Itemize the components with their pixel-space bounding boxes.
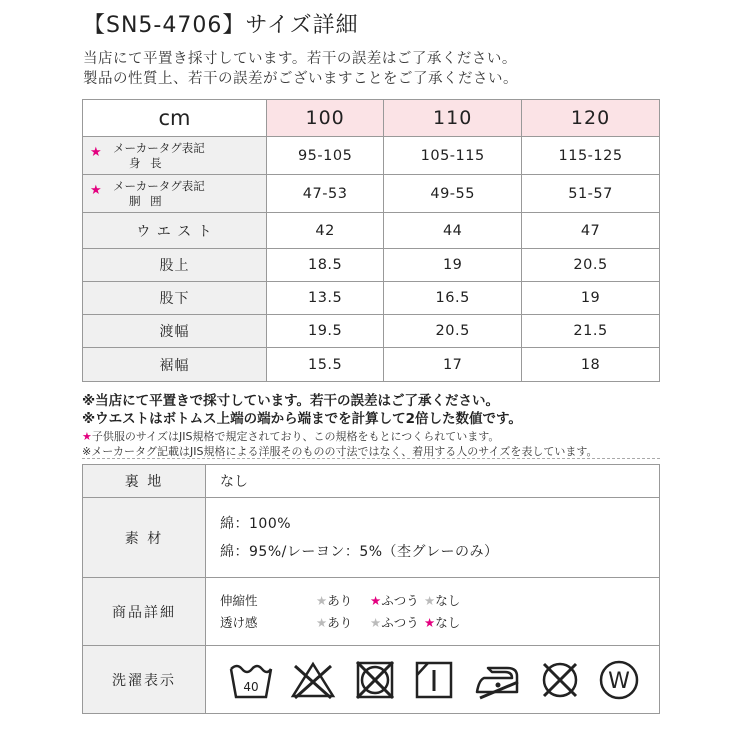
table-cell: 19.5 <box>267 315 384 348</box>
note-variance: 製品の性質上、若干の誤差がございますことをご了承ください。 <box>83 71 518 87</box>
table-cell: 21.5 <box>522 315 660 348</box>
note-measure: 当店にて平置き採寸しています。若干の誤差はご了承ください。 <box>83 51 517 67</box>
sheer-option-selected: ★なし <box>424 614 461 630</box>
unit-cell: cm <box>83 100 267 137</box>
material-row <box>83 498 660 578</box>
footnote-jis-text: 子供服のサイズはJIS規格で規定されており、この規格をもとにつくられています。 <box>91 430 500 443</box>
wet-clean-icon <box>597 658 641 702</box>
table-row <box>83 137 660 175</box>
footnote-waist: ※ウエストはボトムス上端の端から端までを計算して2倍した数値です。 <box>82 411 522 427</box>
table-cell: 115-125 <box>522 137 660 175</box>
star-icon: ★ <box>424 592 436 608</box>
stretch-option-selected: ★ふつう <box>370 592 419 608</box>
table-cell: 17 <box>384 348 522 382</box>
size-table <box>82 99 660 382</box>
material-line: 綿：95%/レーヨン：5%（杢グレーのみ） <box>220 543 499 560</box>
row-label-inseam: 股下 <box>83 282 267 315</box>
line-dry-icon <box>412 658 456 702</box>
star-icon: ★ <box>90 183 102 198</box>
table-cell: 15.5 <box>267 348 384 382</box>
material-line: 綿：100% <box>220 515 292 532</box>
star-icon: ★ <box>90 145 102 160</box>
info-table <box>82 464 660 714</box>
stretch-option: ★あり <box>316 592 353 608</box>
table-cell: 19 <box>522 282 660 315</box>
table-cell: 47 <box>522 213 660 249</box>
wet-clean-letter: W <box>608 668 631 694</box>
sheer-label: 透け感 <box>220 614 258 630</box>
table-row <box>83 315 660 348</box>
row-label-hem: 裾幅 <box>83 348 267 382</box>
row-label-waist-girth <box>83 175 267 213</box>
girth-sublabel: 胴 囲 <box>129 193 165 208</box>
stretch-row <box>220 590 659 612</box>
lining-row <box>83 465 660 498</box>
material-value <box>206 498 660 578</box>
divider <box>82 458 660 459</box>
no-dry-clean-icon <box>538 658 582 702</box>
maker-tag-label: メーカータグ表記 <box>113 178 205 193</box>
maker-tag-label: メーカータグ表記 <box>113 140 205 155</box>
size-header-row <box>83 100 660 137</box>
footnote-measure: ※当店にて平置きで採寸しています。若干の誤差はご了承ください。 <box>82 393 500 409</box>
height-sublabel: 身 長 <box>129 155 165 170</box>
lining-label: 裏 地 <box>83 465 206 498</box>
table-cell: 47-53 <box>267 175 384 213</box>
table-cell: 51-57 <box>522 175 660 213</box>
wash-temp: 40 <box>243 679 259 694</box>
page-title: 【SN5-4706】サイズ詳細 <box>83 13 359 38</box>
star-icon: ★ <box>370 592 382 608</box>
size-110-header: 110 <box>384 100 522 137</box>
table-cell: 49-55 <box>384 175 522 213</box>
table-row <box>83 348 660 382</box>
sheer-option: ★あり <box>316 614 353 630</box>
material-label: 素 材 <box>83 498 206 578</box>
footnote-tag: ※メーカータグ記載はJIS規格による洋服そのものの寸法ではなく、着用する人のサイズを表しています。 <box>82 445 598 458</box>
star-icon: ★ <box>316 614 328 630</box>
details-row <box>83 578 660 646</box>
row-label-height <box>83 137 267 175</box>
lining-value: なし <box>206 465 660 498</box>
details-value <box>206 578 660 646</box>
table-cell: 18 <box>522 348 660 382</box>
table-cell: 105-115 <box>384 137 522 175</box>
table-row <box>83 282 660 315</box>
table-cell: 19 <box>384 249 522 282</box>
stretch-label: 伸縮性 <box>220 592 258 608</box>
sheer-row <box>220 612 659 634</box>
row-label-rise: 股上 <box>83 249 267 282</box>
care-label: 洗濯表示 <box>83 646 206 714</box>
care-icons <box>206 646 660 714</box>
table-cell: 16.5 <box>384 282 522 315</box>
footnote-jis <box>82 428 499 444</box>
table-cell: 20.5 <box>384 315 522 348</box>
no-tumble-dry-icon <box>353 658 397 702</box>
star-icon: ★ <box>370 614 382 630</box>
table-cell: 18.5 <box>267 249 384 282</box>
sheer-option: ★ふつう <box>370 614 419 630</box>
star-icon: ★ <box>82 430 92 443</box>
row-label-waist: ウ エ ス ト <box>83 213 267 249</box>
table-row <box>83 175 660 213</box>
size-120-header: 120 <box>522 100 660 137</box>
star-icon: ★ <box>424 614 436 630</box>
details-label: 商品詳細 <box>83 578 206 646</box>
table-row <box>83 213 660 249</box>
star-icon: ★ <box>316 592 328 608</box>
care-row <box>83 646 660 714</box>
table-cell: 95-105 <box>267 137 384 175</box>
table-cell: 13.5 <box>267 282 384 315</box>
wash-40-icon <box>228 658 274 702</box>
no-bleach-icon <box>289 658 337 702</box>
iron-low-icon <box>472 658 522 702</box>
stretch-option: ★なし <box>424 592 461 608</box>
table-cell: 42 <box>267 213 384 249</box>
table-cell: 20.5 <box>522 249 660 282</box>
row-label-thigh: 渡幅 <box>83 315 267 348</box>
table-cell: 44 <box>384 213 522 249</box>
table-row <box>83 249 660 282</box>
size-100-header: 100 <box>267 100 384 137</box>
